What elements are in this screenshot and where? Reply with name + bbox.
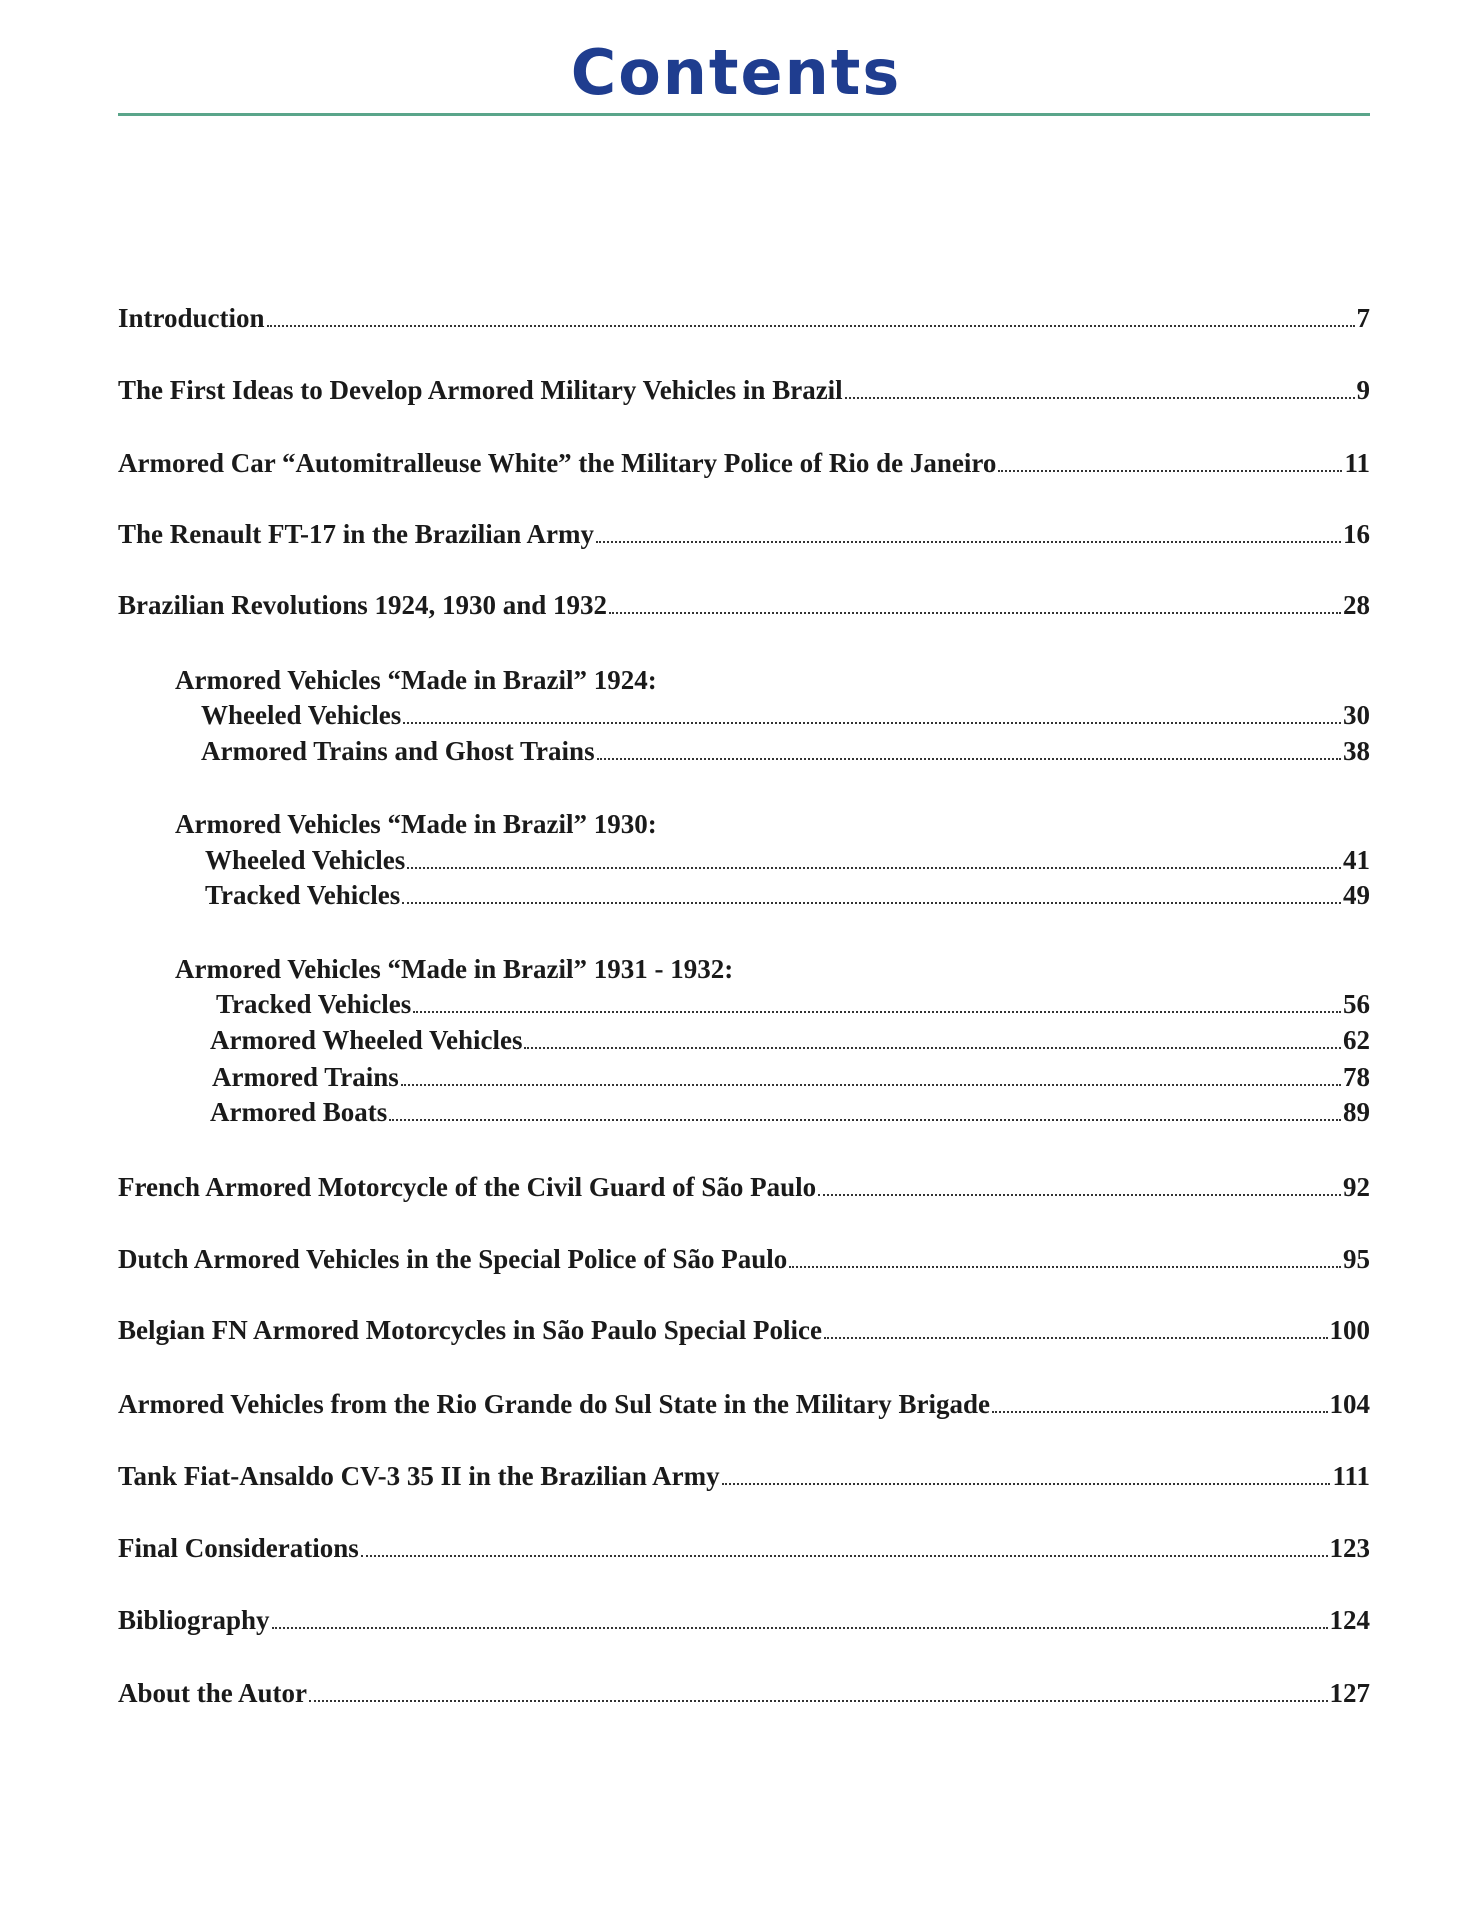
dot-leader: [361, 1554, 1328, 1557]
toc-entry-introduction[interactable]: [118, 300, 1370, 336]
toc-entry-label: Armored Vehicles from the Rio Grande do Sul State in the Military Brigade: [118, 1389, 990, 1419]
dot-leader: [992, 1410, 1328, 1413]
toc-subentry-wheeled-1932[interactable]: [210, 1022, 1370, 1058]
toc-entry-fiat-ansaldo[interactable]: [118, 1458, 1370, 1494]
toc-subentry-tracked-1930[interactable]: [205, 877, 1370, 913]
toc-entry-page: 78: [1343, 1062, 1370, 1092]
dot-leader: [403, 721, 1341, 724]
toc-entry-dutch-vehicles[interactable]: [118, 1241, 1370, 1277]
toc-entry-page: 7: [1356, 303, 1370, 333]
toc-subentry-wheeled-1924[interactable]: [201, 697, 1370, 733]
dot-leader: [389, 1118, 1341, 1121]
toc-group-heading-1924: Armored Vehicles “Made in Brazil” 1924:: [175, 665, 657, 695]
toc-entry-page: 62: [1343, 1025, 1370, 1055]
toc-entry-page: 92: [1343, 1172, 1370, 1202]
page-title: Contents: [570, 36, 902, 109]
toc-entry-label: Belgian FN Armored Motorcycles in São Paulo Special Police: [118, 1315, 822, 1345]
toc-entry-belgian-fn[interactable]: [118, 1312, 1370, 1348]
toc-entry-page: 95: [1343, 1244, 1370, 1274]
dot-leader: [524, 1046, 1341, 1049]
toc-entry-renault-ft17[interactable]: [118, 516, 1370, 552]
toc-entry-label: Tracked Vehicles: [205, 880, 401, 910]
dot-leader: [272, 1626, 1328, 1629]
toc-entry-final-considerations[interactable]: [118, 1530, 1370, 1566]
toc-entry-label: Armored Boats: [210, 1097, 388, 1127]
dot-leader: [596, 540, 1341, 543]
toc-entry-page: 89: [1343, 1097, 1370, 1127]
dot-leader: [267, 324, 1355, 327]
toc-entry-page: 100: [1329, 1315, 1370, 1345]
toc-entry-label: The First Ideas to Develop Armored Military Vehicles in Brazil: [118, 375, 843, 405]
toc-subentry-trains-1932[interactable]: [212, 1059, 1370, 1095]
toc-entry-label: The Renault FT-17 in the Brazilian Army: [118, 519, 595, 549]
toc-entry-page: 56: [1343, 989, 1370, 1019]
toc-entry-page: 9: [1356, 375, 1370, 405]
toc-entry-automitralleuse-white[interactable]: [118, 445, 1370, 481]
toc-entry-label: Dutch Armored Vehicles in the Special Police of São Paulo: [118, 1244, 788, 1274]
dot-leader: [845, 396, 1355, 399]
dot-leader: [818, 1193, 1341, 1196]
toc-entry-label: Tracked Vehicles: [216, 989, 412, 1019]
toc-entry-first-ideas[interactable]: [118, 372, 1370, 408]
dot-leader: [413, 1010, 1341, 1013]
toc-entry-page: 16: [1343, 519, 1370, 549]
toc-subentry-tracked-1932[interactable]: [216, 986, 1370, 1022]
toc-entry-about-the-autor[interactable]: [118, 1675, 1370, 1711]
toc-entry-label: French Armored Motorcycle of the Civil Guard of São Paulo: [118, 1172, 817, 1202]
toc-entry-label: Bibliography: [118, 1605, 270, 1635]
toc-group-heading-1931-1932: Armored Vehicles “Made in Brazil” 1931 - 1932:: [175, 954, 734, 984]
toc-entry-page: 28: [1343, 590, 1370, 620]
dot-leader: [309, 1699, 1327, 1702]
toc-entry-page: 30: [1343, 700, 1370, 730]
toc-entry-label: Armored Trains: [212, 1062, 399, 1092]
dot-leader: [401, 1083, 1341, 1086]
toc-entry-label: Brazilian Revolutions 1924, 1930 and 1932: [118, 590, 608, 620]
toc-entry-rio-grande-do-sul[interactable]: [118, 1386, 1370, 1422]
toc-entry-label: Introduction: [118, 303, 265, 333]
toc-entry-label: Armored Car “Automitralleuse White” the Military Police of Rio de Janeiro: [118, 448, 997, 478]
dot-leader: [407, 866, 1341, 869]
toc-entry-brazilian-revolutions[interactable]: [118, 587, 1370, 623]
title-divider: [118, 113, 1370, 116]
toc-entry-page: 127: [1329, 1678, 1370, 1708]
toc-entry-page: 123: [1329, 1533, 1370, 1563]
toc-entry-label: Tank Fiat-Ansaldo CV-3 35 II in the Brazilian Army: [118, 1461, 720, 1491]
dot-leader: [824, 1336, 1328, 1339]
dot-leader: [609, 611, 1341, 614]
toc-subentry-wheeled-1930[interactable]: [205, 842, 1370, 878]
dot-leader: [597, 757, 1341, 760]
toc-entry-page: 49: [1343, 880, 1370, 910]
toc-entry-page: 38: [1343, 736, 1370, 766]
dot-leader: [402, 901, 1341, 904]
toc-entry-bibliography[interactable]: [118, 1602, 1370, 1638]
toc-group-heading-1930: Armored Vehicles “Made in Brazil” 1930:: [175, 809, 657, 839]
toc-subentry-boats-1932[interactable]: [210, 1094, 1370, 1130]
toc-entry-label: Armored Trains and Ghost Trains: [201, 736, 595, 766]
toc-entry-label: Wheeled Vehicles: [201, 700, 402, 730]
toc-entry-page: 104: [1329, 1389, 1370, 1419]
dot-leader: [998, 469, 1342, 472]
toc-subentry-trains-1924[interactable]: [201, 733, 1370, 769]
toc-entry-label: Final Considerations: [118, 1533, 359, 1563]
toc-entry-french-motorcycle[interactable]: [118, 1169, 1370, 1205]
toc-entry-label: About the Autor: [118, 1678, 308, 1708]
toc-entry-page: 11: [1344, 448, 1370, 478]
toc-entry-page: 41: [1343, 845, 1370, 875]
toc-entry-page: 111: [1332, 1461, 1370, 1491]
dot-leader: [722, 1482, 1331, 1485]
toc-entry-page: 124: [1329, 1605, 1370, 1635]
toc-entry-label: Armored Wheeled Vehicles: [210, 1025, 523, 1055]
dot-leader: [789, 1265, 1341, 1268]
toc-entry-label: Wheeled Vehicles: [205, 845, 406, 875]
